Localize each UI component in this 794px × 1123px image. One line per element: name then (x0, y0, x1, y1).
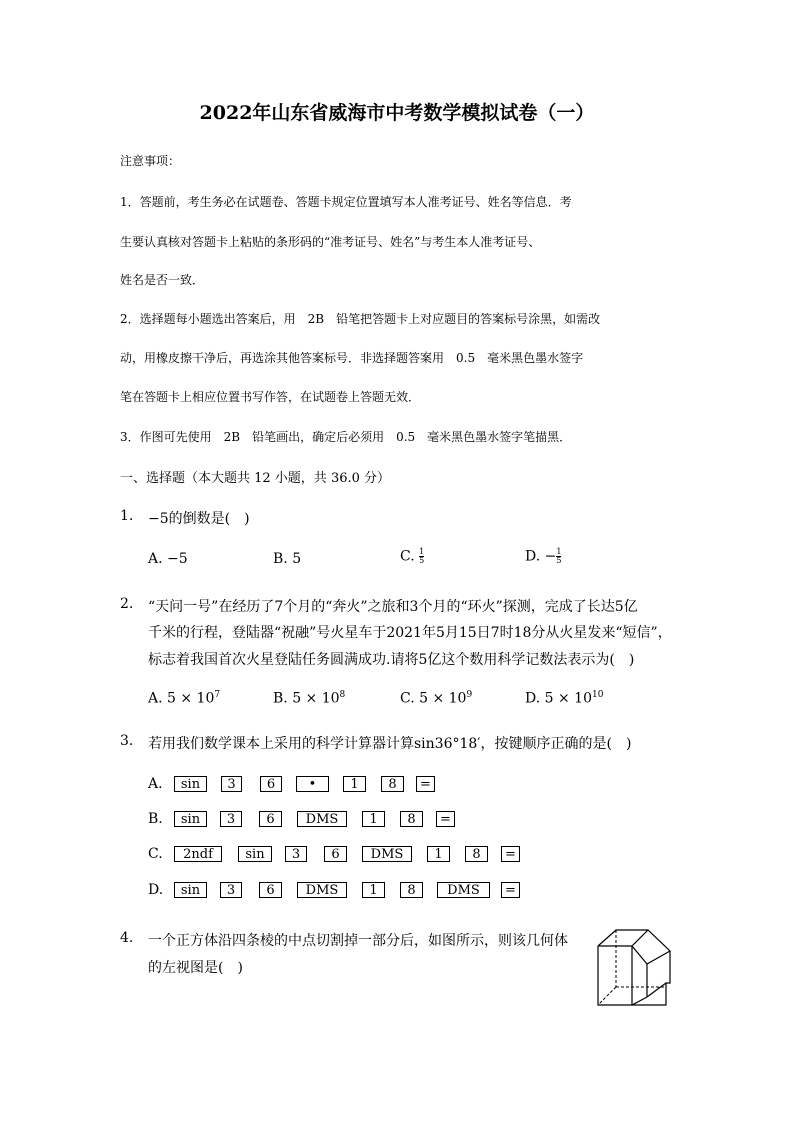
option-label: A. (148, 776, 163, 792)
option-d-label: D. − (525, 548, 557, 565)
question-number: 2. (120, 596, 134, 612)
note-line: 1．答题前，考生务必在试题卷、答题卡规定位置填写本人准考证号、姓名等信息．考 (120, 195, 572, 209)
calculator-key: DMS (297, 882, 347, 898)
page-title: 2022年山东省威海市中考数学模拟试卷（一） (199, 102, 595, 124)
cube-edge (632, 930, 648, 946)
calculator-key: DMS (297, 811, 347, 827)
calculator-key: sin (174, 811, 207, 827)
question-4-line: 的左视图是( ) (148, 960, 243, 976)
cut-edge (647, 983, 666, 997)
option-b (273, 690, 345, 707)
option-a-keys (0, 776, 794, 794)
calculator-key: 3 (220, 882, 242, 898)
option-c (400, 690, 472, 707)
calculator-key: 1 (362, 811, 385, 827)
option-a: A. −5 (148, 551, 188, 567)
note-line: 动，用橡皮擦干净后，再选涂其他答案标号．非选择题答案用 0.5 毫米黑色墨水签字 (120, 351, 584, 365)
calculator-key: 6 (259, 882, 282, 898)
calculator-key: = (416, 776, 435, 792)
calculator-key: 2ndf (174, 846, 222, 862)
cube-edge (632, 997, 647, 1005)
numerator: 1 (556, 547, 562, 556)
note-line: 生要认真核对答题卡上粘贴的条形码的“准考证号、姓名”与考生本人准考证号、 (120, 235, 541, 249)
option-c-keys (0, 846, 794, 864)
calculator-key: sin (174, 776, 207, 792)
calculator-key: 8 (400, 882, 423, 898)
calculator-key: sin (174, 882, 207, 898)
question-4-line: 一个正方体沿四条棱的中点切割掉一部分后，如图所示，则该几何体 (148, 933, 568, 949)
hidden-edge (598, 987, 616, 1005)
fraction (556, 548, 561, 565)
calculator-key: = (436, 811, 455, 827)
calculator-key: DMS (362, 846, 412, 862)
calculator-key: 8 (400, 811, 423, 827)
calculator-key: 8 (465, 846, 488, 862)
option-c (400, 548, 424, 565)
numerator: 1 (419, 547, 425, 556)
calculator-key: = (501, 882, 520, 898)
denominator: 5 (419, 556, 425, 565)
option-a (148, 690, 220, 707)
option-d-base: D. 5 × 10 (525, 690, 592, 707)
option-b: B. 5 (273, 551, 302, 567)
option-c-base: C. 5 × 10 (400, 690, 467, 707)
question-number: 3. (120, 733, 134, 749)
calculator-key: DMS (437, 882, 490, 898)
option-b-base: B. 5 × 10 (273, 690, 340, 707)
option-a-base: A. 5 × 10 (148, 690, 215, 707)
exponent: 8 (339, 690, 346, 700)
calculator-key: 1 (362, 882, 385, 898)
note-line: 笔在答题卡上相应位置书写作答，在试题卷上答题无效． (120, 390, 421, 404)
cube-outline (598, 930, 670, 1005)
calculator-key: 3 (220, 811, 242, 827)
calculator-key: 6 (259, 811, 282, 827)
question-2-line: 标志着我国首次火星登陆任务圆满成功.请将5亿这个数用科学记数法表示为( ) (148, 652, 635, 668)
calculator-key: 1 (427, 846, 450, 862)
note-line: 3．作图可先使用 2B 铅笔画出，确定后必须用 0.5 毫米黑色墨水签字笔描黑． (120, 430, 572, 444)
exponent: 7 (214, 690, 221, 700)
calculator-key: 8 (381, 776, 404, 792)
option-c-label: C. (400, 548, 415, 565)
fraction (419, 548, 424, 565)
option-label: C. (148, 846, 163, 862)
cut-cube-figure (592, 925, 674, 1011)
question-3-text: 若用我们数学课本上采用的科学计算器计算sin36°18′，按键顺序正确的是( ) (148, 736, 632, 752)
option-d-keys (0, 882, 794, 900)
calculator-key: 3 (285, 846, 307, 862)
option-label: B. (148, 811, 163, 827)
cut-edge (632, 946, 670, 964)
exponent: 10 (591, 690, 604, 700)
calculator-key: = (501, 846, 520, 862)
note-line: 姓名是否一致． (120, 273, 205, 287)
option-b-keys (0, 811, 794, 829)
calculator-key: 3 (221, 776, 242, 792)
question-number: 1. (120, 508, 134, 524)
note-line: 2．选择题每小题选出答案后，用 2B 铅笔把答题卡上对应题目的答案标号涂黑，如需改 (120, 312, 601, 326)
question-number: 4. (120, 930, 134, 946)
calculator-key: 6 (324, 846, 347, 862)
denominator: 5 (556, 556, 562, 565)
calculator-key: 1 (343, 776, 366, 792)
section-heading: 一、选择题（本大题共 12 小题，共 36.0 分） (120, 471, 391, 486)
calculator-key: 6 (260, 776, 282, 792)
question-1-text: −5的倒数是( ) (148, 511, 250, 527)
calculator-key: sin (238, 846, 272, 862)
notes-heading: 注意事项： (120, 154, 181, 168)
exponent: 9 (466, 690, 473, 700)
question-2-line: “天问一号”在经历了7个月的“奔火”之旅和3个月的“环火”探测，完成了长达5亿 (148, 599, 638, 615)
option-label: D. (148, 882, 164, 898)
option-d (525, 548, 561, 565)
calculator-key: • (296, 776, 329, 792)
question-2-line: 千米的行程，登陆器“祝融”号火星车于2021年5月15日7时18分从火星发来“短信”， (148, 625, 672, 641)
option-d (525, 690, 603, 707)
